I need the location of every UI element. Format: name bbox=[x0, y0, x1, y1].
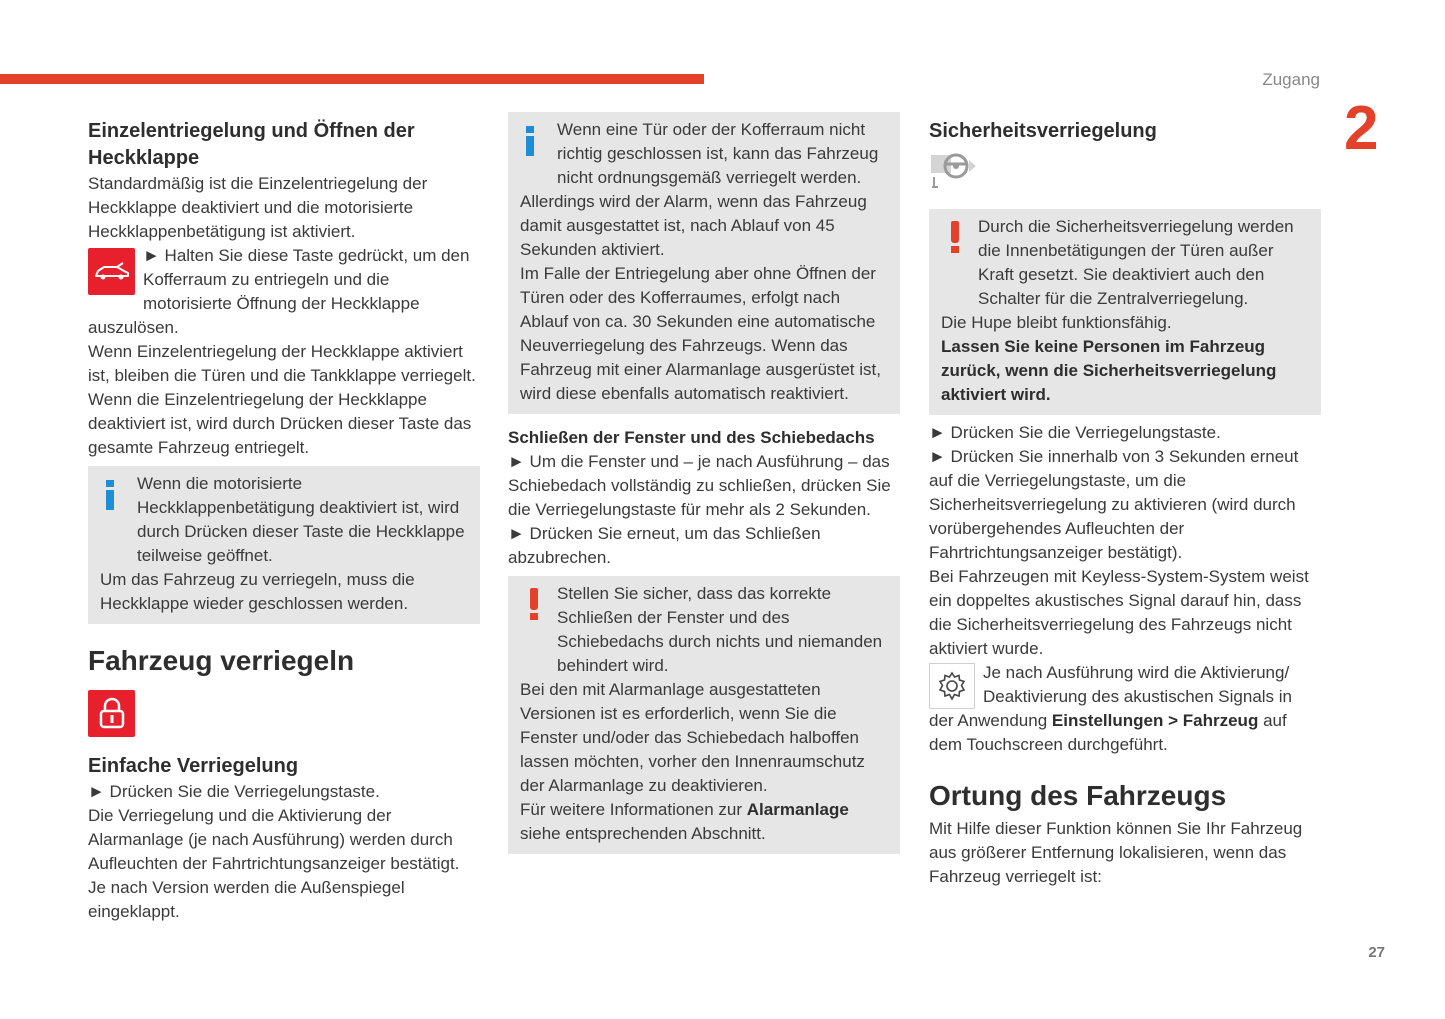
heading-einfache-verriegelung: Einfache Verriegelung bbox=[88, 755, 299, 777]
note-text: Die Hupe bleibt funktionsfähig. bbox=[941, 313, 1172, 332]
note-text: Stellen Sie sicher, dass das korrekte Schließen der Fenster und des Schiebedachs durch nichts und niemanden behindert wird. bbox=[557, 584, 883, 675]
paragraph: Wenn Einzelentriegelung der Heckklappe aktiviert ist, bleiben die Türen und die Tankklappe verriegelt. bbox=[88, 342, 476, 385]
steering-lock-icon bbox=[929, 153, 979, 193]
heading-fahrzeug-verriegeln: Fahrzeug verriegeln bbox=[88, 645, 355, 676]
paragraph: Bei Fahrzeugen mit Keyless-System-System weist ein doppeltes akustisches Signal darauf hin, dass die Sicherheitsverriegelung des Fahrzeugs nicht aktiviert wurde. bbox=[929, 567, 1309, 658]
warning-note bbox=[508, 576, 900, 854]
warning-note bbox=[929, 209, 1321, 415]
chapter-number: 2 bbox=[1344, 94, 1379, 163]
paragraph: ► Drücken Sie erneut, um das Schließen abzubrechen. bbox=[508, 524, 821, 567]
column-1 bbox=[88, 118, 480, 924]
note-text: Im Falle der Entriegelung aber ohne Öffnen der Türen oder des Kofferraumes, erfolgt nach Ablauf von ca. 30 Sekunden eine automatische Neuverriegelung des Fahrzeugs. Wenn das Fahrzeug mit einer Alarmanlage ausgerüstet ist, wird diese ebenfalls automatisch reaktiviert. bbox=[520, 264, 881, 403]
paragraph: ► Drücken Sie die Verriegelungstaste. bbox=[929, 423, 1221, 442]
info-note bbox=[88, 466, 480, 624]
settings-instruction bbox=[929, 661, 1321, 757]
note-text: Wenn eine Tür oder der Kofferraum nicht richtig geschlossen ist, kann das Fahrzeug nicht ordnungsgemäß verriegelt werden. bbox=[557, 120, 879, 187]
note-text: Lassen Sie keine Personen im Fahrzeug zurück, wenn die Sicherheitsverriegelung aktiviert wird. bbox=[941, 337, 1277, 404]
info-icon bbox=[106, 480, 114, 510]
warning-icon bbox=[951, 221, 959, 253]
paragraph: Mit Hilfe dieser Funktion können Sie Ihr Fahrzeug aus größerer Entfernung lokalisieren, wenn das Fahrzeug verriegelt ist: bbox=[929, 819, 1303, 886]
section-label: Zugang bbox=[1262, 70, 1320, 89]
heading-ortung: Ortung des Fahrzeugs bbox=[929, 780, 1227, 811]
header-accent-bar bbox=[0, 74, 704, 84]
column-2 bbox=[508, 112, 900, 854]
info-icon bbox=[526, 126, 534, 156]
heading-fenster: Schließen der Fenster und des Schiebedachs bbox=[508, 428, 875, 447]
note-text: Bei den mit Alarmanlage ausgestatteten Versionen ist es erforderlich, wenn Sie die Fenster und/oder das Schiebedach halboffen lassen möchten, vorher den Innenraumschutz der Alarmanlage zu deaktivieren. bbox=[520, 680, 865, 795]
paragraph: ► Drücken Sie die Verriegelungstaste. bbox=[88, 782, 380, 801]
note-text: Durch die Sicherheitsverriegelung werden die Innenbetätigungen der Türen außer Kraft gesetzt. Sie deaktiviert auch den Schalter für die Zentralverriegelung. bbox=[978, 217, 1294, 308]
lock-icon bbox=[88, 690, 135, 737]
gear-icon bbox=[929, 663, 975, 709]
paragraph: ► Halten Sie diese Taste gedrückt, um den Kofferraum zu entriegeln und die motorisierte Öffnung der Heckklappe auszulösen. bbox=[88, 246, 470, 337]
page-number: 27 bbox=[1368, 944, 1385, 961]
heading-einzelentriegelung: Einzelentriegelung und Öffnen der Heckklappe bbox=[88, 120, 415, 169]
column-3 bbox=[929, 118, 1321, 889]
paragraph: Je nach Version werden die Außenspiegel eingeklappt. bbox=[88, 878, 405, 921]
note-text: Allerdings wird der Alarm, wenn das Fahrzeug damit ausgestattet ist, nach Ablauf von 45 Sekunden aktiviert. bbox=[520, 192, 867, 259]
note-text: Für weitere Informationen zur Alarmanlage siehe entsprechenden Abschnitt. bbox=[520, 800, 849, 843]
heading-sicherheitsverriegelung: Sicherheitsverriegelung bbox=[929, 120, 1157, 142]
warning-icon bbox=[530, 588, 538, 620]
paragraph: Wenn die Einzelentriegelung der Heckklappe deaktiviert ist, wird durch Drücken dieser Taste das gesamte Fahrzeug entriegelt. bbox=[88, 390, 472, 457]
paragraph: Die Verriegelung und die Aktivierung der Alarmanlage (je nach Ausführung) werden durch Aufleuchten der Fahrtrichtungsanzeiger bestätigt. bbox=[88, 806, 460, 873]
paragraph: ► Um die Fenster und – je nach Ausführung – das Schiebedach vollständig zu schließen, drücken Sie die Verriegelungstaste für mehr als 2 Sekunden. bbox=[508, 452, 891, 519]
note-text: Wenn die motorisierte Heckklappenbetätigung deaktiviert ist, wird durch Drücken dieser Taste die Heckklappe teilweise geöffnet. bbox=[137, 474, 465, 565]
info-note bbox=[508, 112, 900, 414]
tailgate-button-icon bbox=[88, 248, 135, 295]
paragraph: Standardmäßig ist die Einzelentriegelung der Heckklappe deaktiviert und die motorisierte Heckklappenbetätigung ist aktiviert. bbox=[88, 174, 428, 241]
tailgate-instruction bbox=[88, 244, 480, 340]
paragraph: ► Drücken Sie innerhalb von 3 Sekunden erneut auf die Verriegelungstaste, um die Sicherheitsverriegelung zu aktivieren (wird durch vorübergehendes Aufleuchten der Fahrtrichtungsanzeiger bestätigt). bbox=[929, 447, 1299, 562]
paragraph: Je nach Ausführung wird die Aktivierung/ Deaktivierung des akustischen Signals in der Anwendung Einstellungen > Fahrzeug auf dem Touchscreen durchgeführt. bbox=[929, 663, 1293, 754]
note-text: Um das Fahrzeug zu verriegeln, muss die Heckklappe wieder geschlossen werden. bbox=[100, 570, 415, 613]
alarm-link-text: Alarmanlage bbox=[746, 800, 849, 819]
